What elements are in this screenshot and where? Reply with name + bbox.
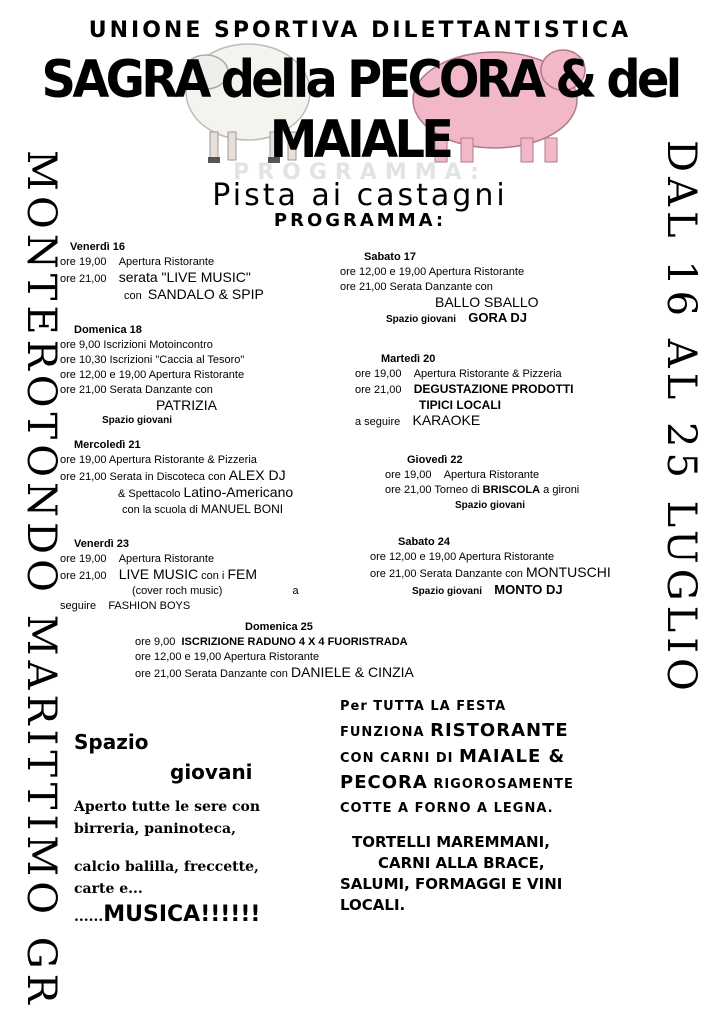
day-header: Giovedì 22 bbox=[407, 454, 463, 466]
day-header: Sabato 24 bbox=[398, 536, 450, 548]
day-header: Domenica 25 bbox=[245, 621, 313, 633]
day-header: Sabato 17 bbox=[364, 251, 416, 263]
day-sabato-24: Sabato 24 ore 12,00 e 19,00 Apertura Ristorante ore 21,00 Serata Danzante con MONTUSCHI Spazio giovani MONTO DJ bbox=[370, 535, 660, 599]
day-header: Venerdì 23 bbox=[74, 538, 130, 550]
location-vertical: MONTEROTONDO MARITTIMO GR bbox=[18, 150, 64, 1009]
menu-list: TORTELLI MAREMMANI, CARNI ALLA BRACE, SALUMI, FORMAGGI E VINI LOCALI. bbox=[340, 833, 563, 914]
musica-label: MUSICA!!!!!! bbox=[103, 902, 261, 927]
day-header: Venerdì 16 bbox=[70, 241, 126, 253]
day-domenica-25: Domenica 25 ore 9,00 ISCRIZIONE RADUNO 4 X 4 FUORISTRADA ore 12,00 e 19,00 Apertura Ristorante ore 21,00 Serata Danzante con DANIELE & CINZIA bbox=[135, 620, 535, 682]
spazio-heading: Spazio bbox=[74, 730, 149, 754]
day-header: Mercoledì 21 bbox=[74, 439, 141, 451]
day-giovedi-22: Giovedì 22 ore 19,00 Apertura Ristorante ore 21,00 Torneo di BRISCOLA a gironi Spazio giovani bbox=[385, 453, 675, 513]
program-heading: PROGRAMMA: bbox=[273, 210, 447, 231]
day-header: Martedì 20 bbox=[381, 353, 436, 365]
dates-vertical: DAL 16 AL 25 LUGLIO bbox=[658, 140, 704, 696]
day-header: Domenica 18 bbox=[74, 324, 142, 336]
day-venerdi-16: Venerdì 16 ore 19,00 Apertura Ristorante ore 21,00 serata "LIVE MUSIC" con SANDALO & SPIP bbox=[60, 240, 350, 304]
ghost-program-label: PROGRAMMA: bbox=[233, 160, 487, 185]
day-sabato-17: Sabato 17 ore 12,00 e 19,00 Apertura Ristorante ore 21,00 Serata Danzante con BALLO SBALLO Spazio giovani GORA DJ bbox=[340, 250, 630, 327]
venue-label: Pista ai castagni bbox=[212, 178, 508, 213]
day-venerdi-23: Venerdì 23 ore 19,00 Apertura Ristorante ore 21,00 LIVE MUSIC con i FEM (cover roch music) a seguire FASHION BOYS bbox=[60, 537, 350, 614]
day-domenica-18: Domenica 18 ore 9,00 Iscrizioni Motoincontro ore 10,30 Iscrizioni "Caccia al Tesoro" ore 12,00 e 19,00 Apertura Ristorante ore 21,00 Serata Danzante con PATRIZIA Spazio giovani bbox=[60, 323, 350, 428]
festa-info: Per TUTTA LA FESTA FUNZIONA RISTORANTE CON CARNI DI MAIALE & PECORA RIGOROSAMENTE COTTE A FORNO A LEGNA. bbox=[340, 699, 574, 816]
day-mercoledi-21: Mercoledì 21 ore 19,00 Apertura Ristorante & Pizzeria ore 21,00 Serata in Discoteca con ALEX DJ & Spettacolo Latino-Americano con la scuola di MANUEL BONI bbox=[60, 438, 350, 518]
event-title: SAGRA della PECORA & del MAIALE bbox=[41, 50, 679, 170]
giovani-heading: giovani bbox=[170, 760, 253, 784]
spazio-giovani-box: Spazio giovani Aperto tutte le sere con birreria, paninoteca, calcio balilla, freccette, carte e... ......MUSICA!!!!!! bbox=[74, 730, 334, 928]
day-martedi-20: Martedì 20 ore 19,00 Apertura Ristorante & Pizzeria ore 21,00 DEGUSTAZIONE PRODOTTI TIPICI LOCALI a seguire KARAOKE bbox=[355, 352, 645, 430]
organization-name: UNIONE SPORTIVA DILETTANTISTICA bbox=[88, 18, 632, 43]
